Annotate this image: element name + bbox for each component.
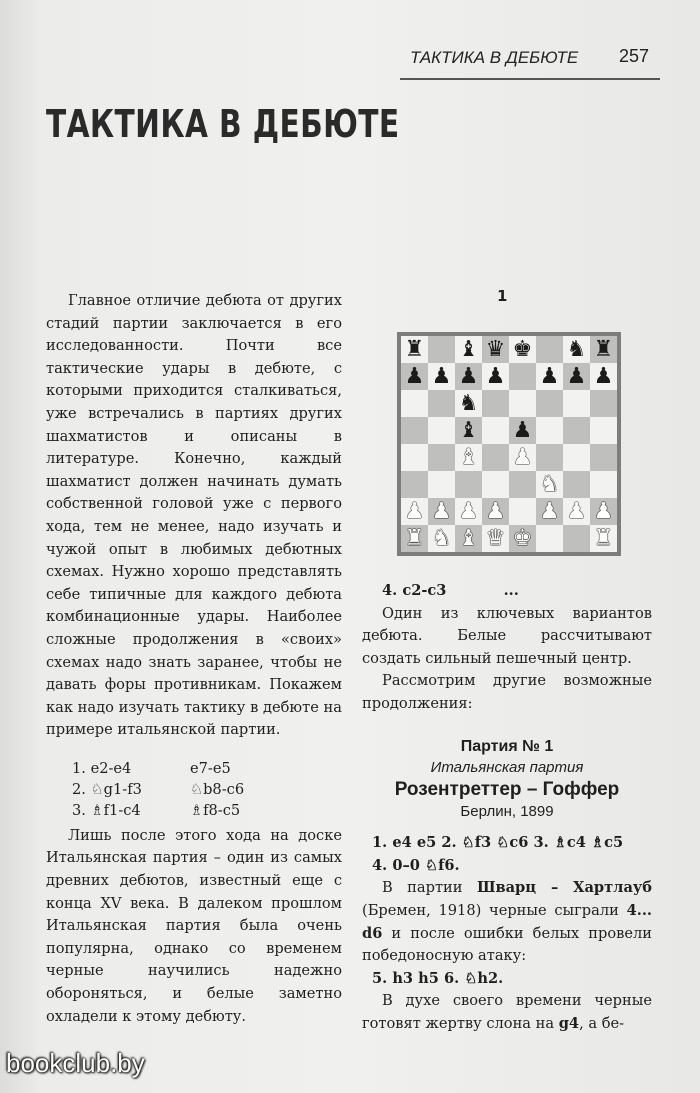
game-players: Розентреттер – Гоффер: [394, 779, 620, 801]
board-square: [455, 444, 482, 471]
board-square: [590, 336, 617, 363]
board-square: [401, 444, 428, 471]
board-square: [482, 471, 509, 498]
board-square: [482, 525, 509, 552]
board-square: [536, 444, 563, 471]
white-bishop-icon: ♝: [458, 444, 479, 470]
white-knight-icon: ♞: [431, 525, 452, 551]
board-square: [428, 525, 455, 552]
board-square: [563, 471, 590, 498]
board-square: [455, 336, 482, 363]
black-pawn-icon: ♟: [539, 363, 560, 389]
chess-board: [401, 336, 617, 552]
black-pawn-icon: ♟: [566, 363, 587, 389]
black-pawn-icon: ♟: [593, 363, 614, 389]
board-square: [536, 417, 563, 444]
board-square: [563, 363, 590, 390]
board-square: [563, 525, 590, 552]
white-pawn-icon: ♟: [458, 498, 479, 524]
black-pawn-icon: ♟: [431, 363, 452, 389]
white-move: 2. ♘g1-f3: [72, 780, 142, 798]
black-bishop-icon: ♝: [458, 336, 479, 362]
board-square: [401, 363, 428, 390]
black-king-icon: ♚: [512, 336, 533, 362]
black-bishop-icon: ♝: [458, 417, 479, 443]
chess-diagram: [397, 332, 621, 556]
black-move: ♗f8-c5: [190, 801, 241, 819]
black-pawn-icon: ♟: [404, 363, 425, 389]
commentary-3-move: 4... d6: [362, 901, 652, 942]
page-number: 257: [619, 46, 650, 66]
board-square: [590, 417, 617, 444]
board-square: [590, 390, 617, 417]
white-move: 3. ♗f1-c4: [72, 801, 141, 819]
board-square: [509, 417, 536, 444]
opening-moves-table: [72, 758, 244, 821]
board-square: [482, 417, 509, 444]
move-row: [72, 779, 244, 800]
board-square: [401, 336, 428, 363]
commentary-3-rest: (Бремен, 1918) черные сыграли: [362, 901, 627, 919]
left-column: [46, 290, 342, 1028]
board-square: [401, 525, 428, 552]
white-bishop-icon: ♝: [458, 525, 479, 551]
board-square: [401, 471, 428, 498]
board-square: [536, 498, 563, 525]
diagram-number: 1: [497, 287, 508, 305]
board-square: [455, 525, 482, 552]
white-pawn-icon: ♟: [566, 498, 587, 524]
white-pawn-icon: ♟: [512, 444, 533, 470]
board-square: [536, 363, 563, 390]
black-move: ♘b8-c6: [190, 780, 245, 798]
white-pawn-icon: ♟: [404, 498, 425, 524]
black-rook-icon: ♜: [593, 336, 614, 362]
white-queen-icon: ♛: [485, 525, 506, 551]
white-move: 1. e2-e4: [72, 759, 132, 777]
board-square: [428, 417, 455, 444]
board-square: [428, 363, 455, 390]
white-rook-icon: ♜: [593, 525, 614, 551]
commentary-3: [362, 877, 652, 967]
board-square: [536, 525, 563, 552]
commentary-4: [362, 990, 652, 1035]
game-moves-3: 5. h3 h5 6. ♘h2.: [372, 969, 504, 987]
board-square: [563, 498, 590, 525]
game-title: Партия № 1: [460, 737, 554, 755]
board-square: [401, 390, 428, 417]
commentary-3-prefix: В партии: [382, 879, 477, 897]
move-row: [72, 800, 244, 821]
board-square: [455, 390, 482, 417]
white-pawn-icon: ♟: [485, 498, 506, 524]
right-column: [362, 580, 652, 1036]
board-square: [563, 390, 590, 417]
board-square: [428, 336, 455, 363]
black-pawn-icon: ♟: [458, 363, 479, 389]
game-moves-1: 1. e4 e5 2. ♘f3 ♘c6 3. ♗c4 ♗c5: [372, 834, 624, 852]
board-square: [536, 390, 563, 417]
board-square: [509, 525, 536, 552]
intro-paragraph: Главное отличие дебюта от других стадий партии заключается в его исследованности. Почти все тактические удары в дебюте, с которыми приходится сталкиваться, уже встречались в партиях других шахматистов и описаны в литературе. Конечно, каждый шахматист должен начинать думать собственной головой уже с первого хода, тем не менее, надо изучать и чужой опыт в любимых дебютных схемах. Нужно хорошо представлять себе типичные для каждого дебюта комбинационные удары. Наиболее сложные продолжения в «своих» схемах надо знать заранее, чтобы не давать форы противникам. Покажем как надо изучать тактику в дебюте на примере итальянской партии.: [46, 292, 342, 739]
board-square: [590, 498, 617, 525]
board-square: [455, 498, 482, 525]
board-square: [455, 417, 482, 444]
black-knight-icon: ♞: [458, 390, 479, 416]
board-square: [482, 363, 509, 390]
chapter-title: ТАКТИКА В ДЕБЮТЕ: [46, 102, 400, 146]
board-square: [455, 471, 482, 498]
board-square: [590, 363, 617, 390]
board-square: [428, 444, 455, 471]
board-square: [590, 444, 617, 471]
move-4-black: ...: [503, 582, 519, 599]
black-pawn-icon: ♟: [485, 363, 506, 389]
black-knight-icon: ♞: [566, 336, 587, 362]
black-move: e7-e5: [190, 759, 231, 777]
board-square: [428, 498, 455, 525]
board-square: [590, 471, 617, 498]
board-square: [509, 390, 536, 417]
board-square: [509, 444, 536, 471]
white-king-icon: ♚: [512, 525, 533, 551]
white-knight-icon: ♞: [539, 471, 560, 497]
move-4-line: [362, 580, 652, 603]
commentary-4-start: В духе своего времени черные готовят жертву слона на: [362, 992, 652, 1032]
board-square: [509, 363, 536, 390]
header-rule: [400, 78, 660, 80]
board-square: [482, 444, 509, 471]
commentary-4-end: , а бе-: [579, 1014, 625, 1032]
board-square: [401, 498, 428, 525]
move-row: [72, 758, 244, 779]
black-rook-icon: ♜: [404, 336, 425, 362]
game-place: Берлин, 1899: [460, 803, 554, 821]
white-pawn-icon: ♟: [431, 498, 452, 524]
running-head: ТАКТИКА В ДЕБЮТЕ: [410, 48, 579, 67]
commentary-4-square: g4: [558, 1014, 580, 1032]
move-4: 4. c2-c3: [382, 582, 447, 599]
commentary-1: Один из ключевых вариантов дебюта. Белые рассчитывают создать сильный пешечный центр.: [362, 604, 652, 667]
board-square: [563, 417, 590, 444]
board-square: [428, 471, 455, 498]
board-square: [482, 390, 509, 417]
white-pawn-icon: ♟: [593, 498, 614, 524]
white-rook-icon: ♜: [404, 525, 425, 551]
board-square: [536, 336, 563, 363]
game-moves-2: 4. 0–0 ♘f6.: [372, 856, 460, 874]
white-pawn-icon: ♟: [539, 498, 560, 524]
board-square: [509, 336, 536, 363]
board-square: [455, 363, 482, 390]
board-square: [509, 471, 536, 498]
game-opening: Итальянская партия: [430, 759, 584, 777]
board-square: [482, 336, 509, 363]
commentary-3-players: Шварц – Хартлауб: [476, 879, 652, 897]
board-square: [563, 336, 590, 363]
board-square: [536, 471, 563, 498]
black-queen-icon: ♛: [485, 336, 506, 362]
board-square: [482, 498, 509, 525]
board-square: [509, 498, 536, 525]
watermark-logo: bookclub.by: [6, 1048, 145, 1078]
board-square: [563, 444, 590, 471]
commentary-2: Рассмотрим другие возможные продолжения:: [362, 672, 652, 712]
black-pawn-icon: ♟: [512, 417, 533, 443]
commentary-3-end: и после ошибки белых провели победоносную атаку:: [362, 924, 652, 965]
board-square: [428, 390, 455, 417]
board-square: [590, 525, 617, 552]
after-moves-paragraph: Лишь после этого хода на доске Итальянская партия – один из самых древних дебютов, известный еще с конца XV века. В далеком прошлом Итальянская партия была очень популярна, однако со временем черные научились надежно обороняться, и белые заметно охладели к этому дебюту.: [46, 826, 342, 1025]
board-square: [401, 417, 428, 444]
